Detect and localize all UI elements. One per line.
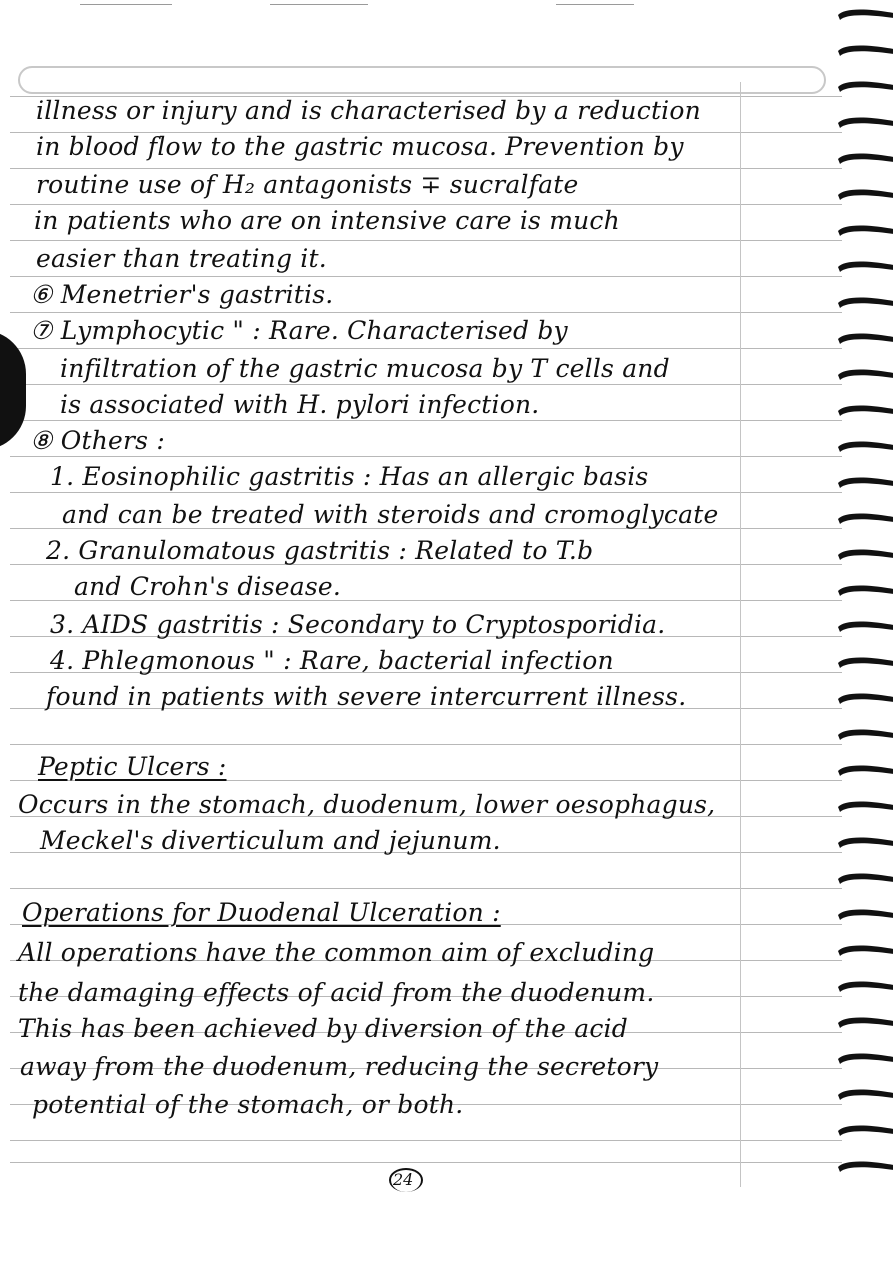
note-line: Meckel's diverticulum and jejunum. bbox=[40, 826, 501, 855]
ruled-line bbox=[10, 456, 842, 457]
spiral-coil bbox=[836, 44, 893, 58]
note-line: illness or injury and is characterised by a reduction bbox=[36, 96, 701, 125]
spiral-coil bbox=[836, 548, 893, 562]
note-line: and Crohn's disease. bbox=[74, 572, 342, 601]
note-line: routine use of H₂ antagonists ∓ sucralfate bbox=[36, 170, 579, 199]
spiral-coil bbox=[836, 944, 893, 958]
ruled-line bbox=[10, 348, 842, 349]
spiral-coil bbox=[836, 476, 893, 490]
note-line: This has been achieved by diversion of the acid bbox=[18, 1014, 628, 1043]
spiral-coil bbox=[836, 728, 893, 742]
note-line: is associated with H. pylori infection. bbox=[60, 390, 540, 419]
spiral-coil bbox=[836, 692, 893, 706]
top-edge-mark bbox=[80, 4, 172, 5]
ruled-line bbox=[10, 420, 842, 421]
ruled-line bbox=[10, 1140, 842, 1141]
spiral-coil bbox=[836, 1052, 893, 1066]
header-band bbox=[18, 66, 826, 94]
spiral-coil bbox=[836, 152, 893, 166]
note-line: in blood flow to the gastric mucosa. Prevention by bbox=[36, 132, 684, 161]
top-edge-mark bbox=[270, 4, 368, 5]
note-line: the damaging effects of acid from the duodenum. bbox=[18, 978, 655, 1007]
ruled-line bbox=[10, 888, 842, 889]
spiral-coil bbox=[836, 80, 893, 94]
note-line: All operations have the common aim of excluding bbox=[18, 938, 655, 967]
section-heading: Peptic Ulcers : bbox=[38, 752, 227, 781]
page-number: 24 bbox=[393, 1170, 414, 1189]
ruled-line bbox=[10, 1162, 842, 1163]
spiral-coil bbox=[836, 800, 893, 814]
note-line: and can be treated with steroids and cromoglycate bbox=[62, 500, 719, 529]
ruled-line bbox=[10, 744, 842, 745]
spiral-coil bbox=[836, 872, 893, 886]
note-line: 3. AIDS gastritis : Secondary to Cryptosporidia. bbox=[50, 610, 666, 639]
note-line: potential of the stomach, or both. bbox=[32, 1090, 464, 1119]
margin-line bbox=[740, 82, 741, 1187]
spiral-coil bbox=[836, 440, 893, 454]
ruled-line bbox=[10, 276, 842, 277]
note-line: ⑧ Others : bbox=[30, 426, 165, 455]
top-edge-mark bbox=[556, 4, 634, 5]
spiral-coil bbox=[836, 584, 893, 598]
note-line: infiltration of the gastric mucosa by T cells and bbox=[60, 354, 670, 383]
spiral-coil bbox=[836, 368, 893, 382]
spiral-coil bbox=[836, 908, 893, 922]
ruled-line bbox=[10, 240, 842, 241]
note-line: easier than treating it. bbox=[36, 244, 327, 273]
note-line: 2. Granulomatous gastritis : Related to T.b bbox=[46, 536, 594, 565]
spiral-coil bbox=[836, 1088, 893, 1102]
note-line: in patients who are on intensive care is much bbox=[34, 206, 620, 235]
spiral-coil bbox=[836, 260, 893, 274]
spiral-coil bbox=[836, 116, 893, 130]
note-line: 1. Eosinophilic gastritis : Has an allergic basis bbox=[50, 462, 649, 491]
spiral-coil bbox=[836, 980, 893, 994]
spiral-coil bbox=[836, 332, 893, 346]
spiral-coil bbox=[836, 620, 893, 634]
ruled-line bbox=[10, 312, 842, 313]
ruled-line bbox=[10, 384, 842, 385]
spiral-coil bbox=[836, 656, 893, 670]
spiral-coil bbox=[836, 1016, 893, 1030]
spiral-coil bbox=[836, 8, 893, 22]
ruled-line bbox=[10, 492, 842, 493]
spiral-coil bbox=[836, 512, 893, 526]
spiral-coil bbox=[836, 1160, 893, 1174]
ruled-line bbox=[10, 168, 842, 169]
ruled-line bbox=[10, 204, 842, 205]
note-line: ⑥ Menetrier's gastritis. bbox=[30, 280, 334, 309]
note-line: found in patients with severe intercurrent illness. bbox=[46, 682, 687, 711]
note-line: Occurs in the stomach, duodenum, lower oesophagus, bbox=[18, 790, 716, 819]
spiral-coil bbox=[836, 836, 893, 850]
spiral-coil bbox=[836, 404, 893, 418]
spiral-coil bbox=[836, 188, 893, 202]
spiral-coil bbox=[836, 1124, 893, 1138]
section-heading: Operations for Duodenal Ulceration : bbox=[22, 898, 501, 927]
spiral-coil bbox=[836, 764, 893, 778]
note-line: away from the duodenum, reducing the secretory bbox=[20, 1052, 659, 1081]
spiral-coil bbox=[836, 296, 893, 310]
note-line: 4. Phlegmonous " : Rare, bacterial infection bbox=[50, 646, 614, 675]
spiral-coil bbox=[836, 224, 893, 238]
note-line: ⑦ Lymphocytic " : Rare. Characterised by bbox=[30, 316, 568, 345]
